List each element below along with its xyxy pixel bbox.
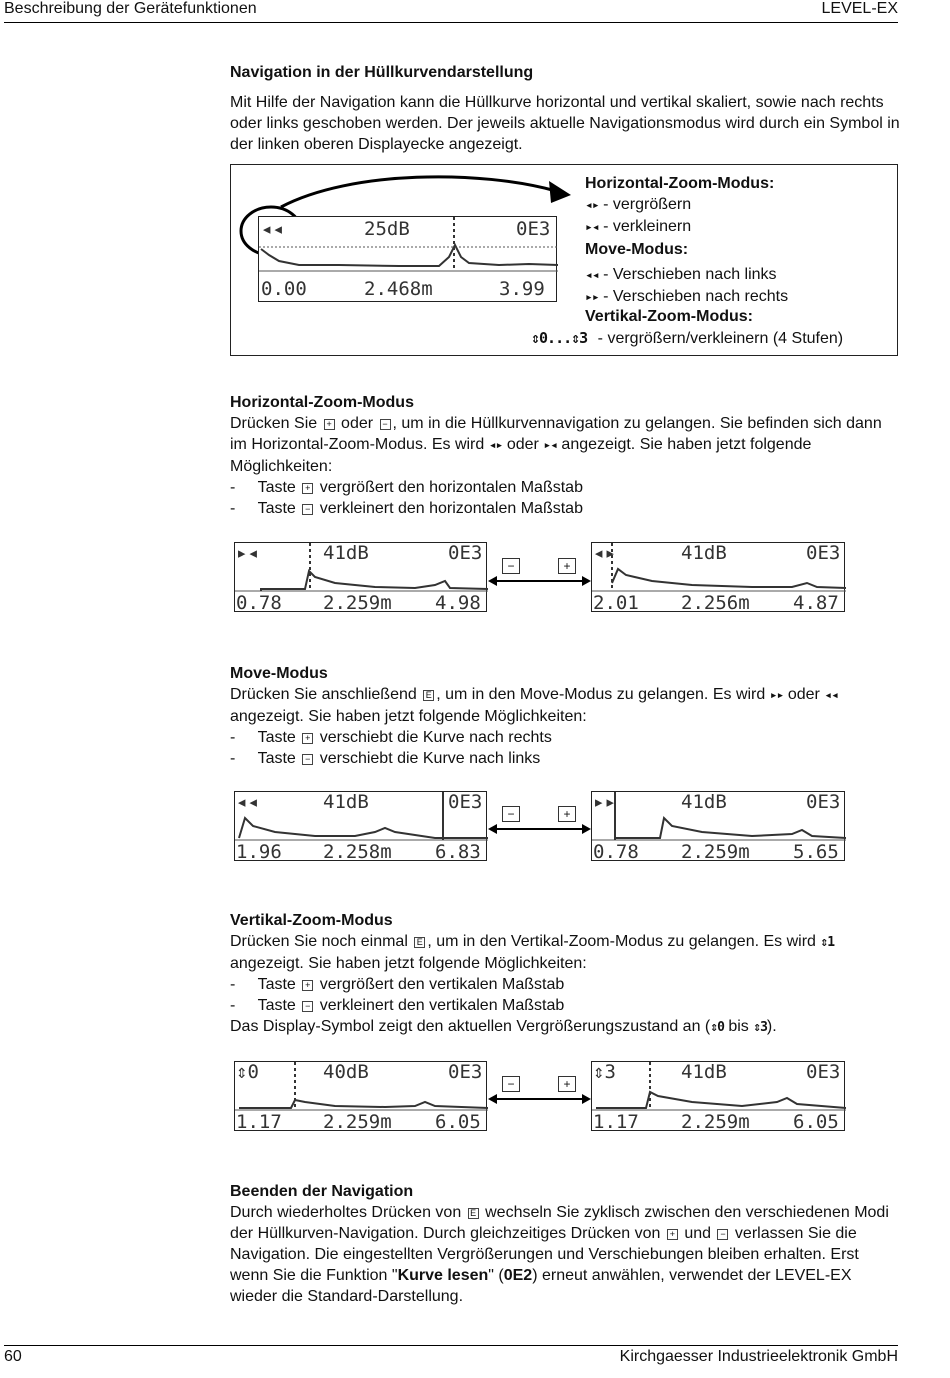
- plus-key-icon: +: [324, 419, 335, 430]
- vz-right-symbol: ⇕3: [593, 1061, 616, 1083]
- e-key-icon: E: [423, 690, 434, 701]
- plus-key-icon: +: [302, 483, 313, 494]
- overview-mid: 2.468m: [364, 278, 433, 300]
- legend-move-left: - Verschieben nach links: [603, 266, 777, 283]
- move-section: [230, 663, 900, 769]
- hz-left-code: 0E3: [448, 542, 483, 564]
- vz-right-db: 41dB: [681, 1061, 727, 1083]
- move-bullet-2: - Taste − verschiebt die Kurve nach links: [230, 750, 541, 767]
- hz-right-mid: 2.256m: [681, 592, 750, 614]
- header-rule: [4, 22, 898, 23]
- vz-level-3-icon: ⇕3: [753, 1020, 767, 1035]
- overview-display: [258, 216, 557, 302]
- hz-right-right: 4.87: [793, 592, 839, 614]
- header-section-title: Beschreibung der Gerätefunktionen: [4, 0, 257, 17]
- plus-key-icon: +: [302, 980, 313, 991]
- end-section: [230, 1181, 900, 1307]
- vz-left-symbol: ⇕0: [236, 1061, 259, 1083]
- vz-left-left: 1.17: [236, 1111, 282, 1133]
- vz-right-mid: 2.259m: [681, 1111, 750, 1133]
- legend-hz-title: Horizontal-Zoom-Modus:: [585, 175, 775, 192]
- overview-db: 25dB: [364, 218, 410, 240]
- mv-right-mid: 2.259m: [681, 841, 750, 863]
- mv-left-db: 41dB: [323, 791, 369, 813]
- legend-vz-title: Vertikal-Zoom-Modus:: [585, 308, 754, 325]
- hz-bullet-1: - Taste + vergrößert den horizontalen Maßstab: [230, 479, 583, 496]
- legend-vz: - vergrößern/verkleinern (4 Stufen): [597, 330, 844, 347]
- hz-display-right: [591, 542, 845, 612]
- vz-left-code: 0E3: [448, 1061, 483, 1083]
- page-number: 60: [4, 1348, 22, 1365]
- hz-right-db: 41dB: [681, 542, 727, 564]
- minus-key-icon: −: [717, 1229, 728, 1240]
- hz-zoom-out-icon: ▸◂: [585, 220, 599, 235]
- minus-key-icon: −: [502, 1076, 520, 1092]
- overview-figure: [230, 164, 898, 356]
- vz-left-right: 6.05: [435, 1111, 481, 1133]
- mv-right-right: 5.65: [793, 841, 839, 863]
- minus-key-icon: −: [502, 558, 520, 574]
- mv-left-mid: 2.258m: [323, 841, 392, 863]
- hz-title: Horizontal-Zoom-Modus: [230, 394, 414, 411]
- legend-vertical: [585, 306, 753, 327]
- vz-title: Vertikal-Zoom-Modus: [230, 912, 393, 929]
- vz-bullet-2: - Taste − verkleinert den vertikalen Maßstab: [230, 997, 565, 1014]
- legend-hz-in: - vergrößern: [603, 196, 692, 213]
- end-text: Durch wiederholtes Drücken von E wechseln Sie zyklisch zwischen den verschiedenen Modi der Hüllkurven-Navigation. Durch gleichzeitiges Drücken von + und − verlassen Sie die Navigation. Die eingestellten Vergrößerungen und Verschiebungen bleiben erhalten. Erst wenn Sie die Funktion "Kurve lesen" (0E2) erneut anwählen, verwendet der LEVEL-EX wieder die Standard-Darstellung.: [230, 1204, 889, 1305]
- intro-section: [230, 62, 900, 155]
- move-text: Drücken Sie anschließend E , um in den Move-Modus zu gelangen. Es wird ▸▸ oder ◂◂ angezeigt. Sie haben jetzt folgende Möglichkeiten:: [230, 686, 838, 725]
- intro-title: Navigation in der Hüllkurvendarstellung: [230, 64, 534, 81]
- overview-mode-symbol: ◂◂: [261, 218, 284, 240]
- plus-key-icon: +: [558, 1076, 576, 1092]
- function-code: 0E2: [503, 1267, 533, 1284]
- hz-left-db: 41dB: [323, 542, 369, 564]
- hz-right-code: 0E3: [806, 542, 841, 564]
- mv-right-db: 41dB: [681, 791, 727, 813]
- hz-zoom-in-icon: ◂▸: [488, 438, 503, 453]
- mv-left-symbol: ◂◂: [236, 791, 259, 813]
- header-product-name: LEVEL-EX: [821, 0, 898, 17]
- minus-key-icon: −: [380, 419, 391, 430]
- mv-left-right: 6.83: [435, 841, 481, 863]
- vz-level-1-icon: ⇕1: [820, 935, 835, 950]
- hz-right-symbol: ◂▸: [593, 542, 616, 564]
- vz-state-text: Das Display-Symbol zeigt den aktuellen Vergrößerungszustand an (⇕0 bis ⇕3).: [230, 1018, 777, 1035]
- vz-right-left: 1.17: [593, 1111, 639, 1133]
- vz-right-code: 0E3: [806, 1061, 841, 1083]
- hz-display-left: [234, 542, 487, 612]
- plus-key-icon: +: [302, 733, 313, 744]
- vz-level-0-icon: ⇕0: [710, 1020, 724, 1035]
- mv-display-right: [591, 791, 845, 861]
- vz-bullet-1: - Taste + vergrößert den vertikalen Maßstab: [230, 976, 565, 993]
- hz-text: Drücken Sie + oder − , um in die Hüllkurvennavigation zu gelangen. Sie befinden sich dann im Horizontal-Zoom-Modus. Es wird ◂▸ oder ▸◂ angezeigt. Sie haben jetzt folgende Möglichkeiten:: [230, 415, 882, 475]
- plus-key-icon: +: [558, 558, 576, 574]
- move-left-icon: ◂◂: [824, 688, 838, 703]
- mv-left-code: 0E3: [448, 791, 483, 813]
- legend-horizontal: [585, 173, 774, 238]
- move-left-icon: ◂◂: [585, 268, 599, 283]
- vz-text: Drücken Sie noch einmal E , um in den Vertikal-Zoom-Modus zu gelangen. Es wird ⇕1 angezeigt. Sie haben jetzt folgende Möglichkeiten:: [230, 933, 835, 972]
- e-key-icon: E: [414, 937, 425, 948]
- mv-left-left: 1.96: [236, 841, 282, 863]
- overview-left: 0.00: [261, 278, 307, 300]
- overview-code: 0E3: [516, 218, 551, 240]
- hz-zoom-out-icon: ▸◂: [543, 438, 557, 453]
- footer-rule: [4, 1345, 898, 1346]
- legend-move-title: Move-Modus:: [585, 241, 689, 258]
- mv-right-symbol: ▸▸: [593, 791, 616, 813]
- mv-right-left: 0.78: [593, 841, 639, 863]
- move-right-icon: ▸▸: [585, 290, 599, 305]
- hz-left-right: 4.98: [435, 592, 481, 614]
- minus-key-icon: −: [302, 504, 313, 515]
- plus-key-icon: +: [667, 1229, 678, 1240]
- vz-left-db: 40dB: [323, 1061, 369, 1083]
- legend-hz-out: - verkleinern: [603, 218, 692, 235]
- vz-display-right: [591, 1061, 845, 1131]
- function-name: Kurve lesen: [397, 1267, 489, 1284]
- hz-section: [230, 392, 900, 519]
- vz-right-right: 6.05: [793, 1111, 839, 1133]
- vz-display-left: [234, 1061, 487, 1131]
- footer-company: Kirchgaesser Industrieelektronik GmbH: [619, 1348, 898, 1365]
- overview-right: 3.99: [499, 278, 545, 300]
- minus-key-icon: −: [502, 806, 520, 822]
- hz-left-mid: 2.259m: [323, 592, 392, 614]
- hz-bullet-2: - Taste − verkleinert den horizontalen Maßstab: [230, 500, 583, 517]
- intro-text: Mit Hilfe der Navigation kann die Hüllkurve horizontal und vertikal skaliert, sowie nach rechts oder links geschoben werden. Der jeweils aktuelle Navigationsmodus wird durch ein Symbol in der linken oberen Displayecke angezeigt.: [230, 94, 900, 153]
- hz-left-left: 0.78: [236, 592, 282, 614]
- legend-move-right: - Verschieben nach rechts: [603, 288, 789, 305]
- move-bullet-1: - Taste + verschiebt die Kurve nach rechts: [230, 729, 552, 746]
- hz-left-symbol: ▸◂: [236, 542, 259, 564]
- e-key-icon: E: [468, 1208, 479, 1219]
- mv-display-left: [234, 791, 487, 861]
- vz-section: [230, 910, 900, 1038]
- vz-left-mid: 2.259m: [323, 1111, 392, 1133]
- vz-range-icon: ⇕0...⇕3: [531, 329, 588, 347]
- legend-move: [585, 239, 788, 308]
- move-right-icon: ▸▸: [769, 688, 784, 703]
- hz-right-left: 2.01: [593, 592, 639, 614]
- plus-key-icon: +: [558, 806, 576, 822]
- end-title: Beenden der Navigation: [230, 1183, 414, 1200]
- minus-key-icon: −: [302, 754, 313, 765]
- move-title: Move-Modus: [230, 665, 328, 682]
- minus-key-icon: −: [302, 1001, 313, 1012]
- mv-right-code: 0E3: [806, 791, 841, 813]
- legend-vertical-row: [531, 328, 843, 349]
- hz-zoom-in-icon: ◂▸: [585, 198, 599, 213]
